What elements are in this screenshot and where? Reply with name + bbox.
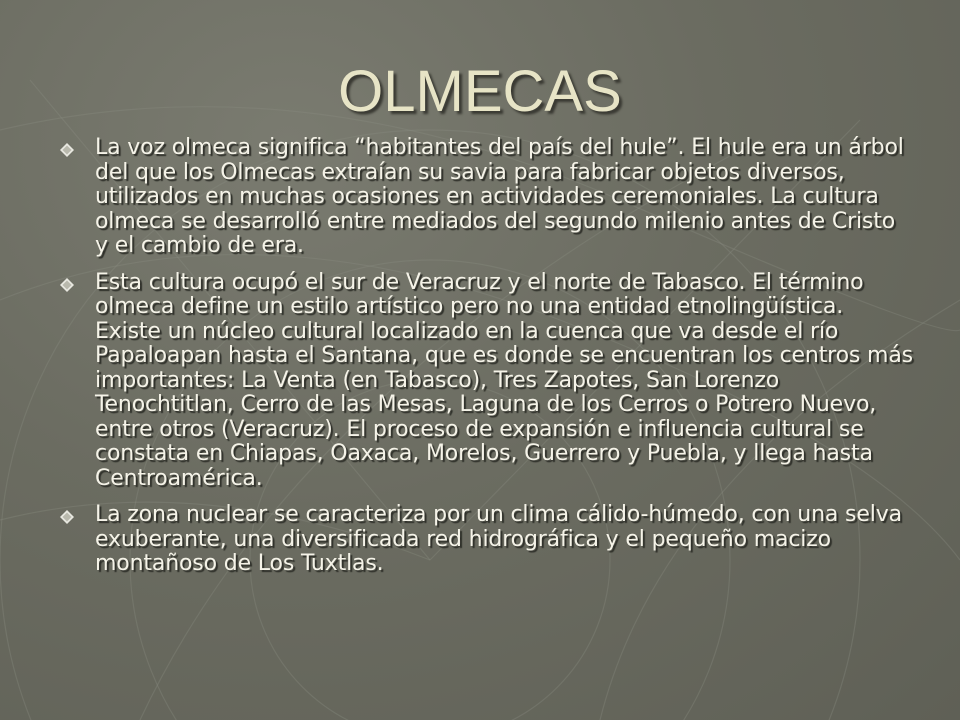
paragraph-text: La zona nuclear se caracteriza por un clima cálido-húmedo, con una selva exuberante, una diversificada red hidrográfica y el pequeño macizo montañoso de Los Tuxtlas. bbox=[95, 502, 902, 576]
paragraph-text: Esta cultura ocupó el sur de Veracruz y el norte de Tabasco. El término olmeca define un estilo artístico pero no una entidad etnolingüística. Existe un núcleo cultural localizado en la cuenca que va desde el río Papaloapan hasta el Santana, que es donde se encuentran los centros más importantes: La Venta (en Tabasco), Tres Zapotes, San Lorenzo Tenochtitlan, Cerro de las Mesas, Laguna de los Cerros o Potrero Nuevo, entre otros (Veracruz). El proceso de expansión e influencia cultural se constata en Chiapas, Oaxaca, Morelos, Guerrero y Puebla, y llega hasta Centroamérica. bbox=[95, 269, 913, 491]
paragraph-text: La voz olmeca significa “habitantes del país del hule”. El hule era un árbol del que los Olmecas extraían su savia para fabricar objetos diversos, utilizados en muchas ocasiones en actividades ceremoniales. La cultura olmeca se desarrolló entre mediados del segundo milenio antes de Cristo y el cambio de era. bbox=[95, 135, 904, 258]
bullet-list bbox=[58, 136, 914, 589]
slide-title: OLMECAS bbox=[338, 59, 622, 124]
list-item bbox=[58, 136, 914, 259]
diamond-bullet-icon bbox=[60, 510, 74, 524]
list-item bbox=[58, 271, 914, 492]
diamond-bullet-icon bbox=[60, 143, 74, 157]
diamond-bullet-icon bbox=[60, 278, 74, 292]
list-item bbox=[58, 503, 914, 577]
